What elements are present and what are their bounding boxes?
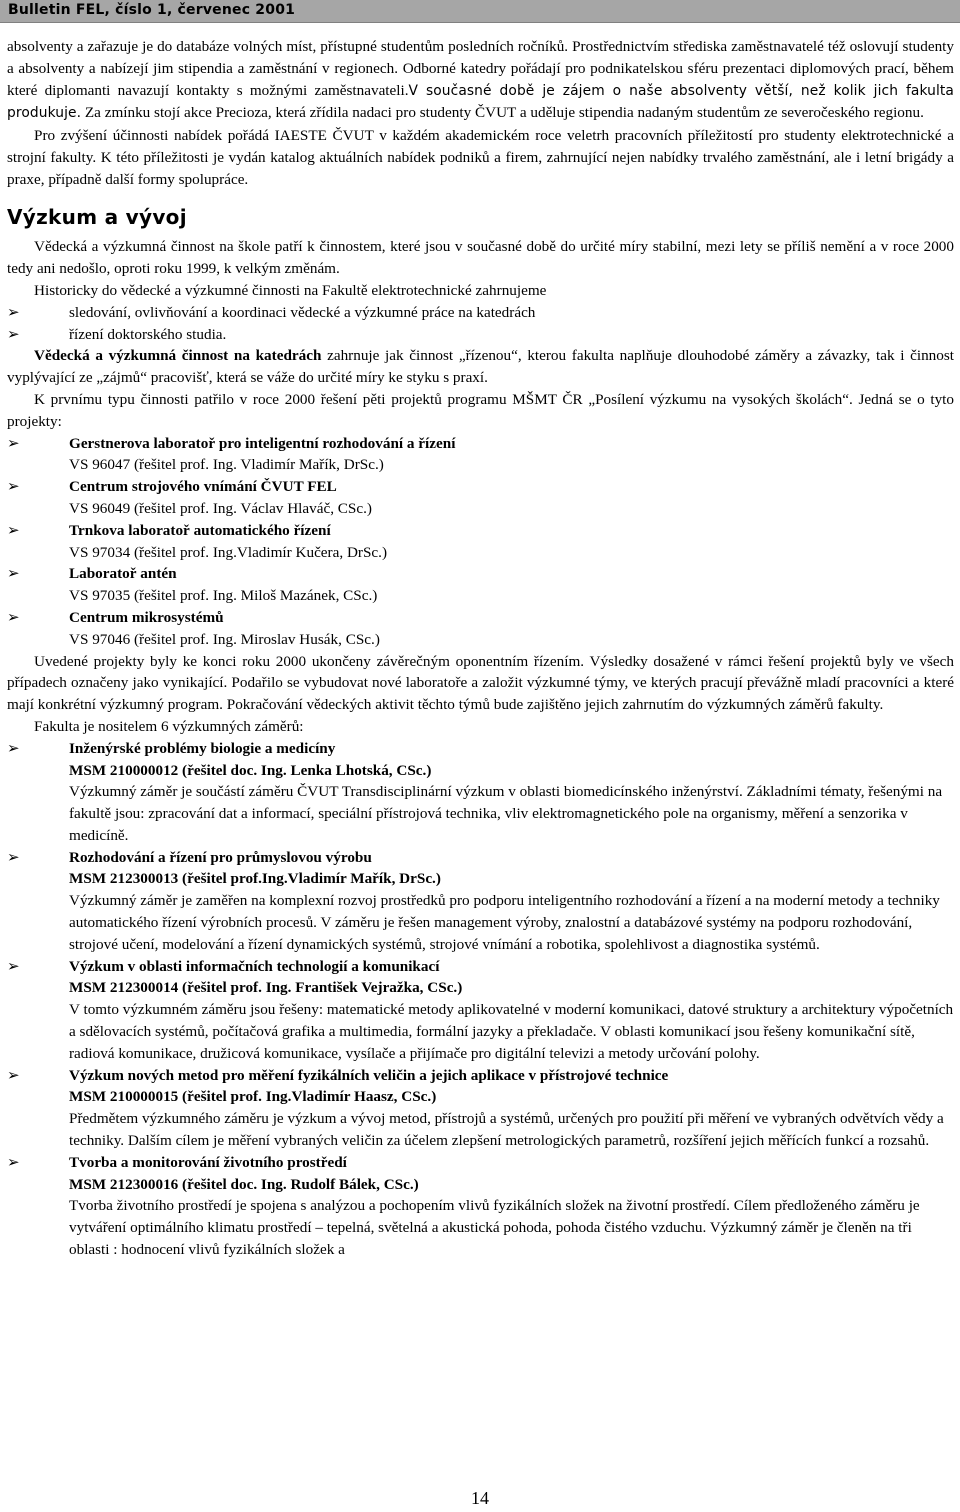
plan-item xyxy=(7,1065,954,1152)
plan-item xyxy=(7,847,954,956)
plan-name: Tvorba a monitorování životního prostředí xyxy=(69,1153,347,1171)
publication-title: Bulletin FEL, číslo 1, červenec 2001 xyxy=(8,2,296,18)
plan-code: MSM 210000015 (řešitel prof. Ing.Vladimír Haasz, CSc.) xyxy=(69,1088,437,1106)
plan-text: V tomto výzkumném záměru jsou řešeny: matematické metody aplikovatelné v moderní komunikaci, datové struktury a architektury výpočetních a sdělovacích systémů, počítačová grafika a multimedia, formální jazyky a překladače. V oblasti komunikací jsou řešeny komunikační sítě, radiová komunikace, družicová komunikace, vysílače a přijímače pro digitální televizi a metody určování polohy. xyxy=(69,1001,954,1062)
arrow-bullet-icon: ➢ xyxy=(7,1065,20,1084)
research-plan-list xyxy=(7,738,954,1261)
plan-name: Výzkum nových metod pro měření fyzikálních veličin a jejich aplikace v přístrojové technice xyxy=(69,1066,669,1084)
arrow-bullet-icon: ➢ xyxy=(7,847,20,866)
project-item xyxy=(7,607,954,651)
project-item xyxy=(7,433,954,477)
arrow-bullet-icon: ➢ xyxy=(7,1152,20,1171)
project-name: Centrum mikrosystémů xyxy=(69,608,224,626)
project-list xyxy=(7,433,954,651)
project-name: Laboratoř antén xyxy=(69,565,177,583)
project-detail: VS 96049 (řešitel prof. Ing. Václav Hlaváč, CSc.) xyxy=(69,499,372,517)
project-detail: VS 97034 (řešitel prof. Ing.Vladimír Kučera, DrSc.) xyxy=(69,543,388,561)
intro-paragraph-2: Pro zvýšení účinnosti nabídek pořádá IAESTE ČVUT v každém akademickém roce veletrh pracovních příležitostí pro studenty elektrotechnické a strojní fakulty. K této příležitosti je vydán katalog aktuálních nabídek podniků a firem, zahrnující nejen nabídky trvalého zaměstnání, ale i letní brigády a praxe, případně další formy spolupráce. xyxy=(7,127,954,188)
plan-text: Výzkumný záměr je zaměřen na komplexní rozvoj prostředků pro podporu inteligentního rozhodování a řízení a na moderní metody a techniky automatického řízení výrobních procesů. V záměru je řešen management výroby, znalostní a databázové systémy na podporu rozhodování, strojové učení, modelování a řízení dynamických systémů, strojové vnímání a robotika, spolehlivost a diagnostika systémů. xyxy=(69,892,940,953)
section-paragraph-2: Historicky do vědecké a výzkumné činnosti na Fakultě elektrotechnické zahrnujeme xyxy=(34,281,547,299)
project-item xyxy=(7,476,954,520)
project-name: Gerstnerova laboratoř pro inteligentní rozhodování a řízení xyxy=(69,434,456,452)
plan-code: MSM 212300013 (řešitel prof.Ing.Vladimír Mařík, DrSc.) xyxy=(69,870,441,888)
page-content xyxy=(7,36,954,1261)
project-detail: VS 97035 (řešitel prof. Ing. Miloš Mazánek, CSc.) xyxy=(69,587,378,605)
arrow-bullet-icon: ➢ xyxy=(7,738,20,757)
arrow-bullet-icon: ➢ xyxy=(7,607,20,626)
plan-item xyxy=(7,1152,954,1261)
section-heading: Výzkum a vývoj xyxy=(7,204,187,229)
project-name: Trnkova laboratoř automatického řízení xyxy=(69,521,331,539)
header-bar xyxy=(0,0,960,23)
arrow-bullet-icon: ➢ xyxy=(7,433,20,452)
section-paragraph-4: K prvnímu typu činnosti patřilo v roce 2000 řešení pěti projektů programu MŠMT ČR „Posílení výzkumu na vysokých školách“. Jedná se o tyto projekty: xyxy=(7,390,954,430)
project-name: Centrum strojového vnímání ČVUT FEL xyxy=(69,478,337,496)
plan-item xyxy=(7,956,954,1065)
arrow-bullet-icon: ➢ xyxy=(7,324,20,343)
intro-text: absolventy a zařazuje je do databáze volných míst, přístupné studentům posledních ročníků. Prostřednictvím střediska zaměstnavatelé též oslovují studenty a absolventy a nabízejí jim stipendia a zaměstnání v regionech. Odborné katedry pořádají pro podnikatelskou sféru prezentaci diplomových prací, během které diplomanti navazují kontakty s možnými zaměstnavateli. xyxy=(7,38,954,99)
intro-sans-sentence: V současné době je zájem o naše absolventy větší, než kolik jich fakulta produkuje. xyxy=(7,82,954,122)
arrow-bullet-icon: ➢ xyxy=(7,520,20,539)
plan-name: Inženýrské problémy biologie a medicíny xyxy=(69,739,336,757)
plan-item xyxy=(7,738,954,847)
arrow-bullet-icon: ➢ xyxy=(7,956,20,975)
bold-lead: Vědecká a výzkumná činnost na katedrách xyxy=(34,347,322,365)
project-detail: VS 97046 (řešitel prof. Ing. Miroslav Husák, CSc.) xyxy=(69,630,380,648)
activity-list xyxy=(7,302,954,346)
project-item xyxy=(7,563,954,607)
plan-text: Výzkumný záměr je součástí záměru ČVUT Transdisciplinární výzkum v oblasti biomedicínského inženýrství. Základními tématy, řešenými na fakultě jsou: zpracování dat a informací, speciální přístrojová technika, vliv elektromagnetického pole na organismy, měření a senzorika v medicíně. xyxy=(69,783,943,844)
intro-tail: Za zmínku stojí akce Precioza, která zřídila nadaci pro studenty ČVUT a uděluje stipendia nadaným studentům ze severočeského regionu. xyxy=(81,104,924,122)
arrow-bullet-icon: ➢ xyxy=(7,477,20,496)
section-paragraph-1: Vědecká a výzkumná činnost na škole patří k činnostem, které jsou v současné době do určité míry stabilní, mezi lety se příliš nemění a v roce 2000 tedy ani nedošlo, oproti roku 1999, k velkým změnám. xyxy=(7,238,954,278)
arrow-bullet-icon: ➢ xyxy=(7,302,20,321)
plan-code: MSM 212300014 (řešitel prof. Ing. František Vejražka, CSc.) xyxy=(69,979,463,997)
project-detail: VS 96047 (řešitel prof. Ing. Vladimír Mařík, DrSc.) xyxy=(69,456,384,474)
list-item: ➢ řízení doktorského studia. xyxy=(7,324,954,346)
arrow-bullet-icon: ➢ xyxy=(7,564,20,583)
intro-paragraph-1 xyxy=(7,36,954,125)
plan-code: MSM 212300016 (řešitel doc. Ing. Rudolf Bálek, CSc.) xyxy=(69,1175,419,1193)
project-item xyxy=(7,520,954,564)
section-paragraph-6: Fakulta je nositelem 6 výzkumných záměrů: xyxy=(34,717,304,735)
plan-code: MSM 210000012 (řešitel doc. Ing. Lenka Lhotská, CSc.) xyxy=(69,761,432,779)
section-paragraph-5: Uvedené projekty byly ke konci roku 2000 ukončeny závěrečným oponentním řízením. Výsledky dosažené v rámci řešení projektů byly ve všech případech označeny jako vynikající. Podařilo se vybudovat nové laboratoře a založit výzkumné týmy, ve kterých pracují převážně mladí pracovníci a které mají konkrétní výzkumný program. Pokračování vědeckých aktivit těchto týmů bude zajištěno jejich zahrnutím do výzkumných záměrů fakulty. xyxy=(7,652,954,714)
page-number: 14 xyxy=(471,1488,489,1508)
plan-name: Výzkum v oblasti informačních technologií a komunikací xyxy=(69,957,440,975)
section-paragraph-3: Vědecká a výzkumná činnost na katedrách zahrnuje jak činnost „řízenou“, kterou fakulta naplňuje dlouhodobé záměry a závazky, tak i činnost vyplývající ze „zájmů“ pracovišť, která se váže do určité míry ke styku s praxí. xyxy=(7,347,954,387)
plan-text: Předmětem výzkumného záměru je výzkum a vývoj metod, přístrojů a systémů, určených pro použití při měření ve vybraných odvětvích vědy a techniky. Dalším cílem je měření vybraných veličin za účelem zlepšení metrologických parametrů, rozšíření jejich měřících funkcí a rozsahů. xyxy=(69,1110,944,1150)
plan-text: Tvorba životního prostředí je spojena s analýzou a pochopením vlivů fyzikálních složek na životní prostředí. Cílem předloženého záměru je vytváření optimálního klimatu prostředí – tepelná, světelná a akustická pohoda, pohoda čistého vzduchu. Výzkumný záměr je členěn na tři oblasti : hodnocení vlivů fyzikálních složek a xyxy=(69,1197,920,1259)
plan-name: Rozhodování a řízení pro průmyslovou výrobu xyxy=(69,848,372,866)
list-item: ➢ sledování, ovlivňování a koordinaci vědecké a výzkumné práce na katedrách xyxy=(7,302,954,324)
